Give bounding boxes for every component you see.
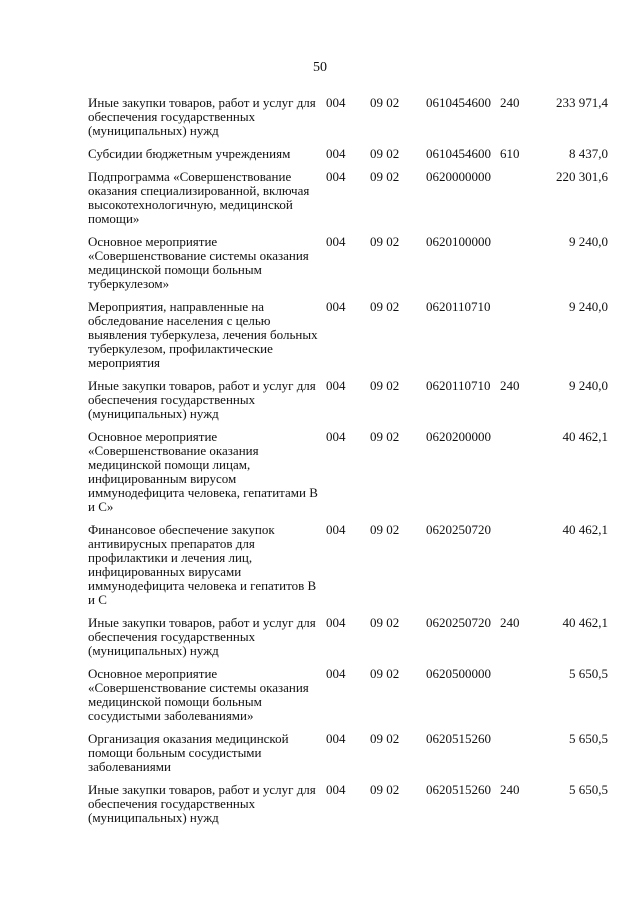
row-target-article: 0620250720 [426,615,491,630]
row-name: Основное мероприятие «Совершенствование системы оказания медицинской помощи больным туберкулезом» [88,234,309,291]
row-target-article: 0620100000 [426,234,491,249]
table-row [88,96,608,147]
row-target-article: 0620515260 [426,782,491,797]
row-amount: 8 437,0 [569,146,608,161]
row-name: Основное мероприятие «Совершенствование системы оказания медицинской помощи больным сосудистыми заболеваниями» [88,666,309,723]
row-amount: 40 462,1 [562,522,608,537]
row-name: Иные закупки товаров, работ и услуг для обеспечения государственных (муниципальных) нужд [88,378,316,421]
row-target-article: 0620110710 [426,299,491,314]
row-name: Мероприятия, направленные на обследование населения с целью выявления туберкулеза, лечения больных туберкулезом, профилактические мероприятия [88,299,318,370]
row-name: Иные закупки товаров, работ и услуг для обеспечения государственных (муниципальных) нужд [88,615,316,658]
row-ministry-code: 004 [326,169,346,184]
budget-table [88,96,608,834]
row-ministry-code: 004 [326,666,346,681]
row-amount: 9 240,0 [569,378,608,393]
table-row [88,783,608,834]
row-expense-type [500,235,536,300]
row-expense-type [500,523,536,616]
row-name: Организация оказания медицинской помощи больным сосудистыми заболеваниями [88,731,289,774]
row-expense-type: 240 [500,378,520,393]
row-section-code: 09 02 [370,666,400,681]
row-section-code: 09 02 [370,782,400,797]
row-section-code: 09 02 [370,95,400,110]
row-target-article: 0610454600 [426,95,491,110]
row-target-article: 0620250720 [426,522,491,537]
row-expense-type [500,300,536,379]
row-ministry-code: 004 [326,731,346,746]
row-amount: 40 462,1 [562,429,608,444]
table-row [88,147,608,170]
row-amount: 5 650,5 [569,666,608,681]
row-ministry-code: 004 [326,429,346,444]
table-row [88,300,608,379]
row-expense-type [500,430,536,523]
table-row [88,235,608,300]
row-name: Иные закупки товаров, работ и услуг для обеспечения государственных (муниципальных) нужд [88,95,316,138]
row-ministry-code: 004 [326,522,346,537]
table-row [88,523,608,616]
row-section-code: 09 02 [370,731,400,746]
row-amount: 220 301,6 [556,169,608,184]
budget-table-body [88,96,608,834]
row-section-code: 09 02 [370,429,400,444]
row-name: Подпрограмма «Совершенствование оказания специализированной, включая высокотехнологичную, медицинской помощи» [88,169,310,226]
row-amount: 9 240,0 [569,299,608,314]
row-target-article: 0620110710 [426,378,491,393]
row-expense-type: 610 [500,146,520,161]
row-amount: 5 650,5 [569,782,608,797]
row-name: Финансовое обеспечение закупок антивирусных препаратов для профилактики и лечения лиц, инфицированных вирусами иммунодефицита человека и гепатитов В и С [88,522,317,607]
row-ministry-code: 004 [326,234,346,249]
row-ministry-code: 004 [326,378,346,393]
row-ministry-code: 004 [326,615,346,630]
row-expense-type [500,667,536,732]
table-row [88,667,608,732]
row-amount: 233 971,4 [556,95,608,110]
row-ministry-code: 004 [326,146,346,161]
row-target-article: 0610454600 [426,146,491,161]
row-expense-type: 240 [500,95,520,110]
row-ministry-code: 004 [326,299,346,314]
row-expense-type [500,732,536,783]
row-section-code: 09 02 [370,522,400,537]
row-amount: 5 650,5 [569,731,608,746]
table-row [88,732,608,783]
row-section-code: 09 02 [370,378,400,393]
row-expense-type: 240 [500,782,520,797]
row-target-article: 0620000000 [426,169,491,184]
row-target-article: 0620515260 [426,731,491,746]
row-section-code: 09 02 [370,299,400,314]
row-amount: 9 240,0 [569,234,608,249]
row-section-code: 09 02 [370,169,400,184]
row-name: Субсидии бюджетным учреждениям [88,146,291,161]
table-row [88,430,608,523]
table-row [88,379,608,430]
row-amount: 40 462,1 [562,615,608,630]
row-expense-type [500,170,536,235]
table-row [88,170,608,235]
row-section-code: 09 02 [370,615,400,630]
row-target-article: 0620500000 [426,666,491,681]
row-ministry-code: 004 [326,95,346,110]
row-name: Основное мероприятие «Совершенствование оказания медицинской помощи лицам, инфицированным вирусом иммунодефицита человека, гепатитами В и С» [88,429,318,514]
row-target-article: 0620200000 [426,429,491,444]
page-number: 50 [313,60,327,75]
row-name: Иные закупки товаров, работ и услуг для обеспечения государственных (муниципальных) нужд [88,782,316,825]
row-section-code: 09 02 [370,146,400,161]
row-expense-type: 240 [500,615,520,630]
row-ministry-code: 004 [326,782,346,797]
row-section-code: 09 02 [370,234,400,249]
table-row [88,616,608,667]
